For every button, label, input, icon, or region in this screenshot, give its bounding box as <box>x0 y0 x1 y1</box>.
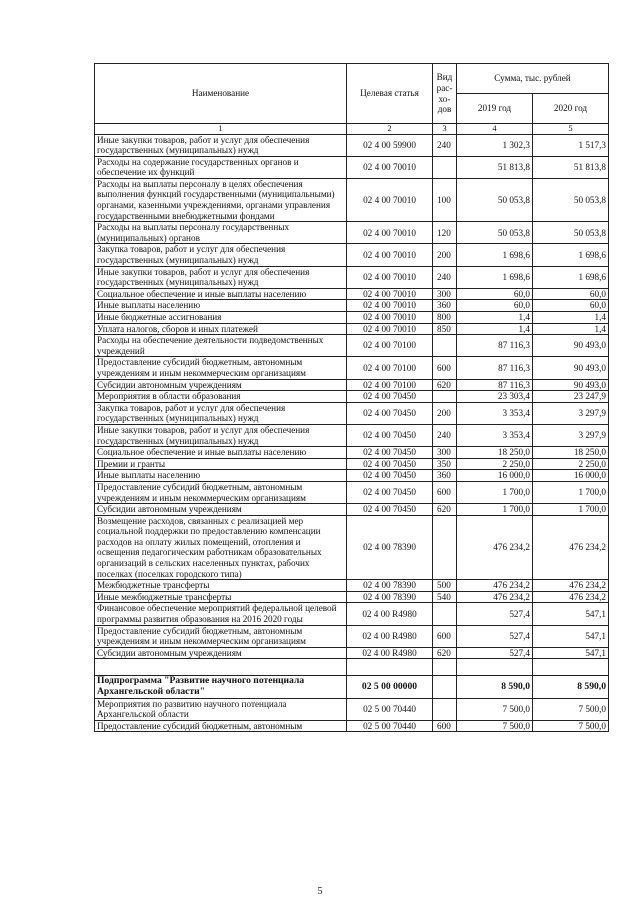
row-sum-2020: 547,1 <box>533 625 609 647</box>
row-sum-2019: 527,4 <box>457 625 533 647</box>
row-name: Иные межбюджетные трансферты <box>95 591 347 603</box>
column-index-row <box>95 124 609 135</box>
row-expense-kind: 200 <box>433 402 457 424</box>
column-index: 2 <box>347 124 433 135</box>
row-expense-kind: 300 <box>433 447 457 459</box>
row-sum-2019: 1,4 <box>457 323 533 335</box>
header-sum: Сумма, тыс. рублей <box>457 64 609 94</box>
row-expense-kind: 360 <box>433 300 457 312</box>
table-row <box>95 402 609 424</box>
row-name: Социальное обеспечение и иные выплаты населению <box>95 447 347 459</box>
table-row <box>95 470 609 482</box>
row-sum-2019: 60,0 <box>457 288 533 300</box>
row-target-article: 02 4 00 59900 <box>347 134 433 156</box>
table-row <box>95 156 609 178</box>
row-name: Иные закупки товаров, работ и услуг для обеспечения государственных (муниципальных) нужд <box>95 266 347 288</box>
row-sum-2019: 18 250,0 <box>457 447 533 459</box>
row-name: Иные выплаты населению <box>95 470 347 482</box>
table-row <box>95 603 609 625</box>
row-sum-2019: 3 353,4 <box>457 424 533 446</box>
row-sum-2019: 8 590,0 <box>457 676 533 698</box>
budget-table <box>94 63 609 732</box>
row-expense-kind: 240 <box>433 424 457 446</box>
row-expense-kind: 620 <box>433 647 457 659</box>
row-sum-2019: 87 116,3 <box>457 357 533 379</box>
row-sum-2019: 476 234,2 <box>457 515 533 580</box>
row-name: Иные закупки товаров, работ и услуг для обеспечения государственных (муниципальных) нужд <box>95 424 347 446</box>
row-name: Расходы на содержание государственных органов и обеспечение их функций <box>95 156 347 178</box>
table-row <box>95 591 609 603</box>
row-name: Расходы на выплаты персоналу государственных (муниципальных) органов <box>95 222 347 244</box>
table-row <box>95 178 609 221</box>
row-sum-2019: 87 116,3 <box>457 379 533 391</box>
row-sum-2019: 2 250,0 <box>457 458 533 470</box>
row-name: Закупка товаров, работ и услуг для обеспечения государственных (муниципальных) нужд <box>95 244 347 266</box>
row-expense-kind: 620 <box>433 379 457 391</box>
row-expense-kind: 600 <box>433 625 457 647</box>
row-sum-2019: 527,4 <box>457 603 533 625</box>
row-name: Уплата налогов, сборов и иных платежей <box>95 323 347 335</box>
row-expense-kind: 540 <box>433 591 457 603</box>
row-expense-kind: 200 <box>433 244 457 266</box>
row-sum-2019: 527,4 <box>457 647 533 659</box>
header-expense-kind: Вид рас-хо-дов <box>433 64 457 124</box>
row-sum-2020: 1 700,0 <box>533 481 609 503</box>
row-name: Иные выплаты населению <box>95 300 347 312</box>
row-sum-2019: 87 116,3 <box>457 335 533 357</box>
row-target-article: 02 4 00 78390 <box>347 591 433 603</box>
row-target-article: 02 4 00 78390 <box>347 580 433 592</box>
row-sum-2019: 60,0 <box>457 300 533 312</box>
row-target-article: 02 4 00 R4980 <box>347 625 433 647</box>
row-target-article: 02 4 00 70450 <box>347 481 433 503</box>
row-name: Иные закупки товаров, работ и услуг для обеспечения государственных (муниципальных) нужд <box>95 134 347 156</box>
table-row <box>95 266 609 288</box>
row-name: Предоставление субсидий бюджетным, автономным учреждениям и иным некоммерческим организациям <box>95 481 347 503</box>
table-header <box>95 64 609 135</box>
row-target-article: 02 4 00 70100 <box>347 379 433 391</box>
table-row <box>95 515 609 580</box>
row-sum-2019: 50 053,8 <box>457 222 533 244</box>
row-name: Расходы на выплаты персоналу в целях обеспечения выполнения функций государственными (муниципальными) органами, казенными учреждениями, органами управления государственными внебюджетными фондами <box>95 178 347 221</box>
row-name: Субсидии автономным учреждениям <box>95 647 347 659</box>
row-target-article: 02 4 00 70010 <box>347 244 433 266</box>
table-row <box>95 222 609 244</box>
header-target-article: Целевая статья <box>347 64 433 124</box>
row-sum-2020: 50 053,8 <box>533 178 609 221</box>
row-name: Возмещение расходов, связанных с реализацией мер социальной поддержки по предоставлению компенсации расходов на оплату жилых помещений, отопления и освещения педагогическим работникам образовательных организаций в сельских населенных пунктах, рабочих поселках (поселках городского типа) <box>95 515 347 580</box>
row-expense-kind <box>433 335 457 357</box>
row-target-article: 02 4 00 R4980 <box>347 603 433 625</box>
row-expense-kind: 120 <box>433 222 457 244</box>
subprogram-row <box>95 676 609 698</box>
row-name: Мероприятия в области образования <box>95 391 347 403</box>
row-expense-kind: 800 <box>433 312 457 324</box>
row-target-article: 02 4 00 70010 <box>347 288 433 300</box>
row-name: Расходы на обеспечение деятельности подведомственных учреждений <box>95 335 347 357</box>
row-name <box>95 659 347 676</box>
table-row <box>95 720 609 732</box>
table-row <box>95 323 609 335</box>
column-index: 3 <box>433 124 457 135</box>
row-sum-2019: 51 813,8 <box>457 156 533 178</box>
row-target-article: 02 5 00 70440 <box>347 698 433 720</box>
row-sum-2020: 60,0 <box>533 288 609 300</box>
table-row <box>95 424 609 446</box>
table-row <box>95 134 609 156</box>
row-sum-2020: 1 700,0 <box>533 504 609 516</box>
row-sum-2020: 547,1 <box>533 647 609 659</box>
row-sum-2019: 1 698,6 <box>457 244 533 266</box>
row-expense-kind <box>433 391 457 403</box>
row-sum-2019: 16 000,0 <box>457 470 533 482</box>
row-expense-kind: 600 <box>433 357 457 379</box>
row-sum-2020: 90 493,0 <box>533 379 609 391</box>
row-sum-2020: 51 813,8 <box>533 156 609 178</box>
row-sum-2019: 1 302,3 <box>457 134 533 156</box>
table-row <box>95 504 609 516</box>
row-name: Предоставление субсидий бюджетным, автономным учреждениям и иным некоммерческим организациям <box>95 357 347 379</box>
row-sum-2019: 476 234,2 <box>457 591 533 603</box>
row-expense-kind: 500 <box>433 580 457 592</box>
spacer-row <box>95 659 609 676</box>
table-row <box>95 335 609 357</box>
row-target-article: 02 4 00 70450 <box>347 504 433 516</box>
row-target-article: 02 4 00 70010 <box>347 156 433 178</box>
row-target-article: 02 4 00 70010 <box>347 300 433 312</box>
row-expense-kind: 100 <box>433 178 457 221</box>
row-sum-2019: 1,4 <box>457 312 533 324</box>
row-sum-2020: 476 234,2 <box>533 515 609 580</box>
row-target-article: 02 4 00 70010 <box>347 323 433 335</box>
row-expense-kind <box>433 659 457 676</box>
budget-sheet <box>94 63 608 732</box>
row-sum-2020: 1 698,6 <box>533 244 609 266</box>
row-name: Субсидии автономным учреждениям <box>95 504 347 516</box>
row-target-article: 02 4 00 70010 <box>347 266 433 288</box>
table-row <box>95 244 609 266</box>
table-row <box>95 357 609 379</box>
row-sum-2020: 1 698,6 <box>533 266 609 288</box>
row-name: Закупка товаров, работ и услуг для обеспечения государственных (муниципальных) нужд <box>95 402 347 424</box>
table-row <box>95 647 609 659</box>
row-target-article: 02 4 00 70010 <box>347 312 433 324</box>
row-sum-2019: 1 700,0 <box>457 481 533 503</box>
row-expense-kind: 600 <box>433 481 457 503</box>
row-target-article: 02 4 00 70450 <box>347 424 433 446</box>
row-sum-2020: 7 500,0 <box>533 720 609 732</box>
row-sum-2019: 7 500,0 <box>457 698 533 720</box>
row-expense-kind: 620 <box>433 504 457 516</box>
row-sum-2020: 60,0 <box>533 300 609 312</box>
row-sum-2020 <box>533 659 609 676</box>
row-name: Мероприятия по развитию научного потенциала Архангельской области <box>95 698 347 720</box>
table-row <box>95 447 609 459</box>
row-target-article: 02 4 00 70010 <box>347 178 433 221</box>
row-sum-2019: 50 053,8 <box>457 178 533 221</box>
row-target-article: 02 4 00 70010 <box>347 222 433 244</box>
table-row <box>95 698 609 720</box>
row-sum-2020: 50 053,8 <box>533 222 609 244</box>
row-sum-2020: 1,4 <box>533 312 609 324</box>
row-sum-2020: 476 234,2 <box>533 591 609 603</box>
table-row <box>95 391 609 403</box>
row-target-article: 02 4 00 70450 <box>347 447 433 459</box>
row-expense-kind: 240 <box>433 134 457 156</box>
row-sum-2020: 547,1 <box>533 603 609 625</box>
row-expense-kind: 360 <box>433 470 457 482</box>
row-target-article: 02 4 00 70450 <box>347 470 433 482</box>
row-sum-2020: 90 493,0 <box>533 335 609 357</box>
row-sum-2020: 90 493,0 <box>533 357 609 379</box>
row-expense-kind <box>433 603 457 625</box>
row-expense-kind: 300 <box>433 288 457 300</box>
row-target-article: 02 4 00 70100 <box>347 357 433 379</box>
table-row <box>95 300 609 312</box>
table-row <box>95 625 609 647</box>
row-expense-kind: 850 <box>433 323 457 335</box>
row-expense-kind: 240 <box>433 266 457 288</box>
row-name: Предоставление субсидий бюджетным, автономным <box>95 720 347 732</box>
row-expense-kind: 600 <box>433 720 457 732</box>
row-sum-2020: 2 250,0 <box>533 458 609 470</box>
row-name: Предоставление субсидий бюджетным, автономным учреждениям и иным некоммерческим организациям <box>95 625 347 647</box>
row-sum-2019: 7 500,0 <box>457 720 533 732</box>
table-row <box>95 312 609 324</box>
row-sum-2020: 18 250,0 <box>533 447 609 459</box>
row-target-article: 02 4 00 70450 <box>347 402 433 424</box>
header-year-2019: 2019 год <box>457 94 533 124</box>
row-target-article: 02 4 00 70450 <box>347 391 433 403</box>
column-index: 5 <box>533 124 609 135</box>
row-sum-2020: 16 000,0 <box>533 470 609 482</box>
table-row <box>95 580 609 592</box>
row-target-article: 02 4 00 R4980 <box>347 647 433 659</box>
row-sum-2019: 1 698,6 <box>457 266 533 288</box>
column-index: 4 <box>457 124 533 135</box>
table-row <box>95 458 609 470</box>
row-name: Социальное обеспечение и иные выплаты населению <box>95 288 347 300</box>
table-body <box>95 134 609 732</box>
row-expense-kind: 350 <box>433 458 457 470</box>
row-sum-2020: 1 517,3 <box>533 134 609 156</box>
row-expense-kind <box>433 676 457 698</box>
row-sum-2020: 8 590,0 <box>533 676 609 698</box>
row-target-article: 02 5 00 70440 <box>347 720 433 732</box>
row-name: Премии и гранты <box>95 458 347 470</box>
row-target-article: 02 5 00 00000 <box>347 676 433 698</box>
row-sum-2019: 476 234,2 <box>457 580 533 592</box>
row-target-article <box>347 659 433 676</box>
row-target-article: 02 4 00 70100 <box>347 335 433 357</box>
row-sum-2020: 23 247,9 <box>533 391 609 403</box>
row-expense-kind <box>433 515 457 580</box>
row-expense-kind <box>433 156 457 178</box>
row-sum-2020: 476 234,2 <box>533 580 609 592</box>
row-sum-2019: 23 303,4 <box>457 391 533 403</box>
row-expense-kind <box>433 698 457 720</box>
row-name: Иные бюджетные ассигнования <box>95 312 347 324</box>
header-name: Наименование <box>95 64 347 124</box>
row-sum-2020: 3 297,9 <box>533 424 609 446</box>
row-name: Межбюджетные трансферты <box>95 580 347 592</box>
row-sum-2019 <box>457 659 533 676</box>
row-sum-2019: 3 353,4 <box>457 402 533 424</box>
row-target-article: 02 4 00 70450 <box>347 458 433 470</box>
table-row <box>95 379 609 391</box>
table-row <box>95 481 609 503</box>
header-year-2020: 2020 год <box>533 94 609 124</box>
row-sum-2019: 1 700,0 <box>457 504 533 516</box>
row-sum-2020: 1,4 <box>533 323 609 335</box>
page-number: 5 <box>317 886 323 897</box>
row-name: Финансовое обеспечение мероприятий федеральной целевой программы развития образования на 2016 2020 годы <box>95 603 347 625</box>
row-target-article: 02 4 00 78390 <box>347 515 433 580</box>
table-row <box>95 288 609 300</box>
row-sum-2020: 3 297,9 <box>533 402 609 424</box>
row-name: Подпрограмма "Развитие научного потенциала Архангельской области" <box>95 676 347 698</box>
row-name: Субсидии автономным учреждениям <box>95 379 347 391</box>
row-sum-2020: 7 500,0 <box>533 698 609 720</box>
column-index: 1 <box>95 124 347 135</box>
